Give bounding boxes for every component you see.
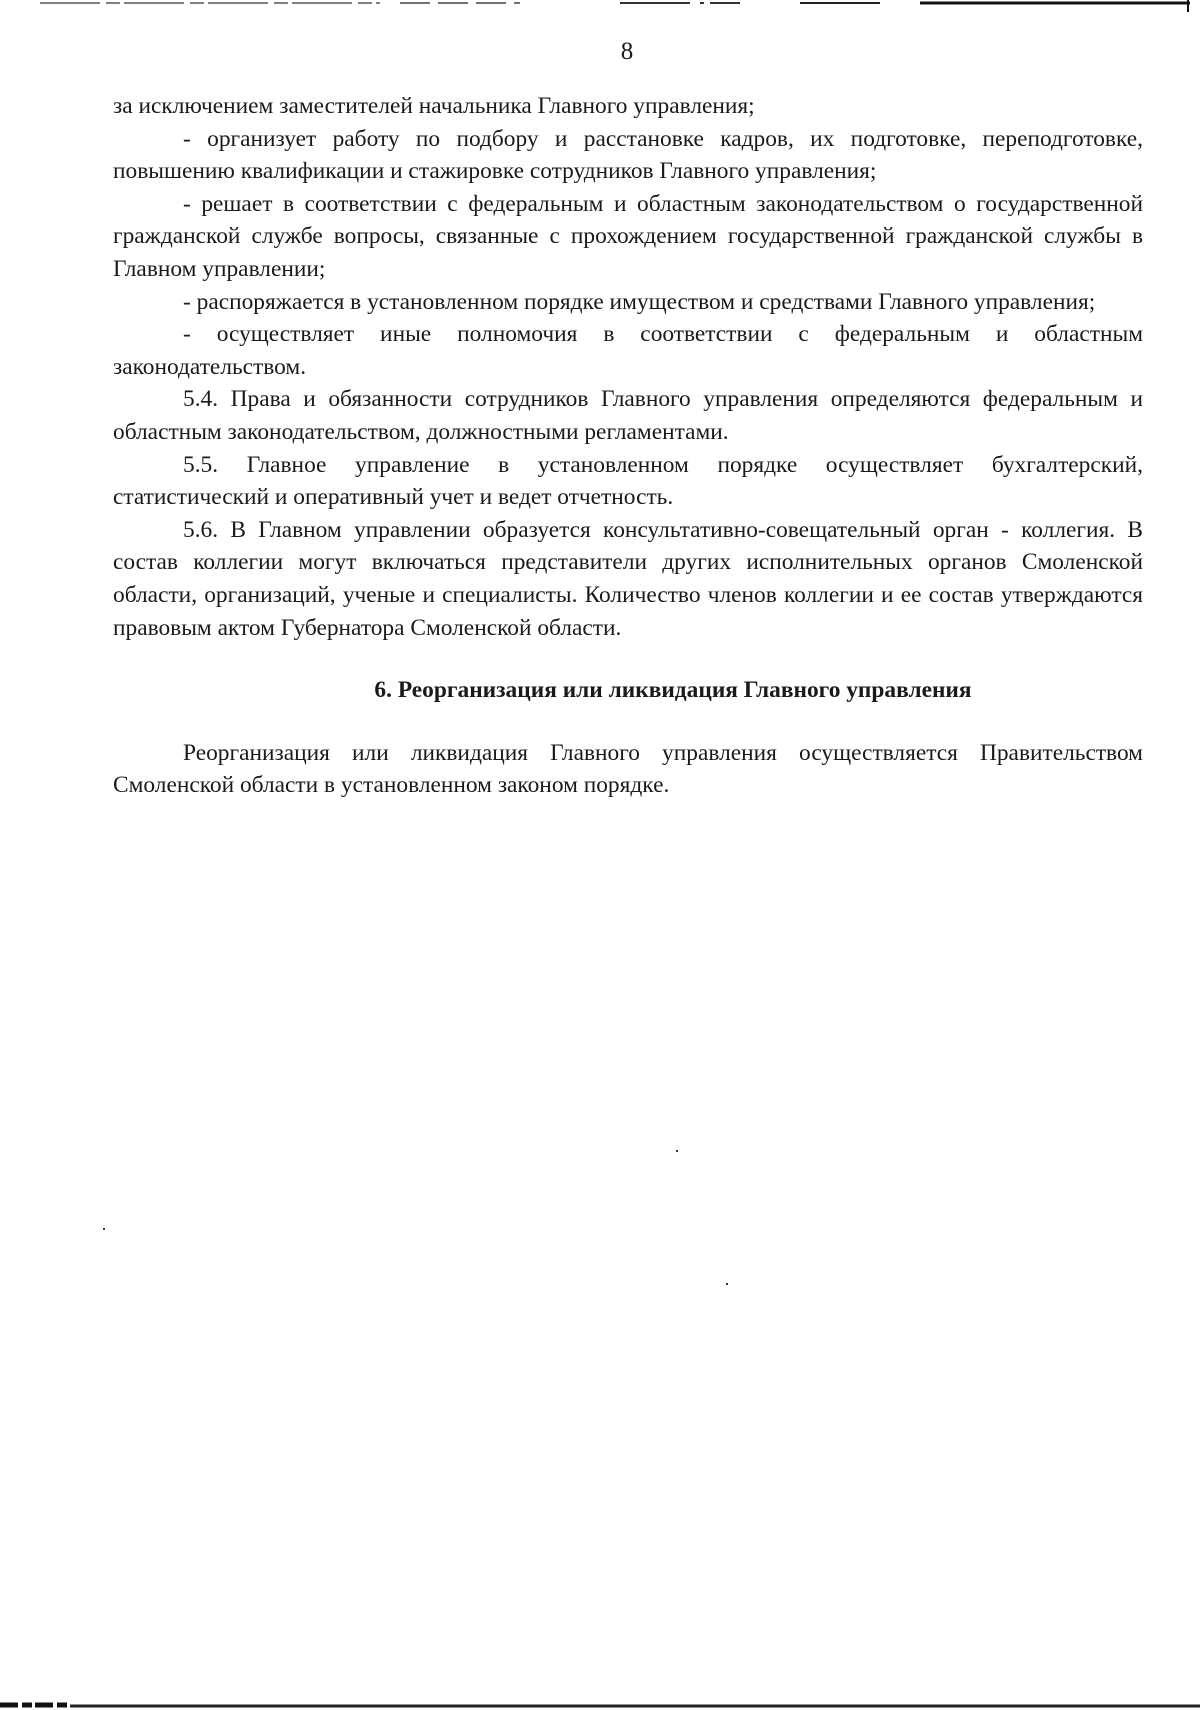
scan-edge-bottom <box>0 1696 1200 1710</box>
scan-edge-top <box>0 0 1200 12</box>
paragraph: - распоряжается в установленном порядке имуществом и средствами Главного управления; <box>183 288 1096 315</box>
document-body <box>113 90 1143 802</box>
paragraph: - осуществляет иные полномочия в соответствии с федеральным и областным законодательством. <box>113 321 1143 380</box>
scan-speck <box>676 1150 678 1152</box>
paragraph: 5.4. Права и обязанности сотрудников Главного управления определяются федеральным и областным законодательством, должностными регламентами. <box>113 386 1143 445</box>
paragraph: 5.6. В Главном управлении образуется консультативно-совещательный орган - коллегия. В состав коллегии могут включаться представители других исполнительных органов Смоленской области, организаций, ученые и специалисты. Количество членов коллегии и ее состав утверждаются правовым актом Губернатора Смоленской области. <box>113 516 1143 641</box>
section-heading: 6. Реорганизация или ликвидация Главного управления <box>374 677 972 704</box>
paragraph: - организует работу по подбору и расстановке кадров, их подготовке, переподготовке, повышению квалификации и стажировке сотрудников Главного управления; <box>113 125 1143 185</box>
scan-speck <box>726 1283 728 1285</box>
page-number: 8 <box>620 38 634 65</box>
paragraph: Реорганизация или ликвидация Главного управления осуществляется Правительством Смоленской области в установленном законом порядке. <box>113 739 1143 799</box>
paragraph: за исключением заместителей начальника Главного управления; <box>113 93 755 119</box>
scan-speck <box>103 1228 105 1230</box>
paragraph: 5.5. Главное управление в установленном порядке осуществляет бухгалтерский, статистический и оперативный учет и ведет отчетность. <box>113 451 1143 511</box>
paragraph: - решает в соответствии с федеральным и областным законодательством о государственной гражданской службе вопросы, связанные с прохождением государственной гражданской службы в Главном управлении; <box>113 190 1143 282</box>
